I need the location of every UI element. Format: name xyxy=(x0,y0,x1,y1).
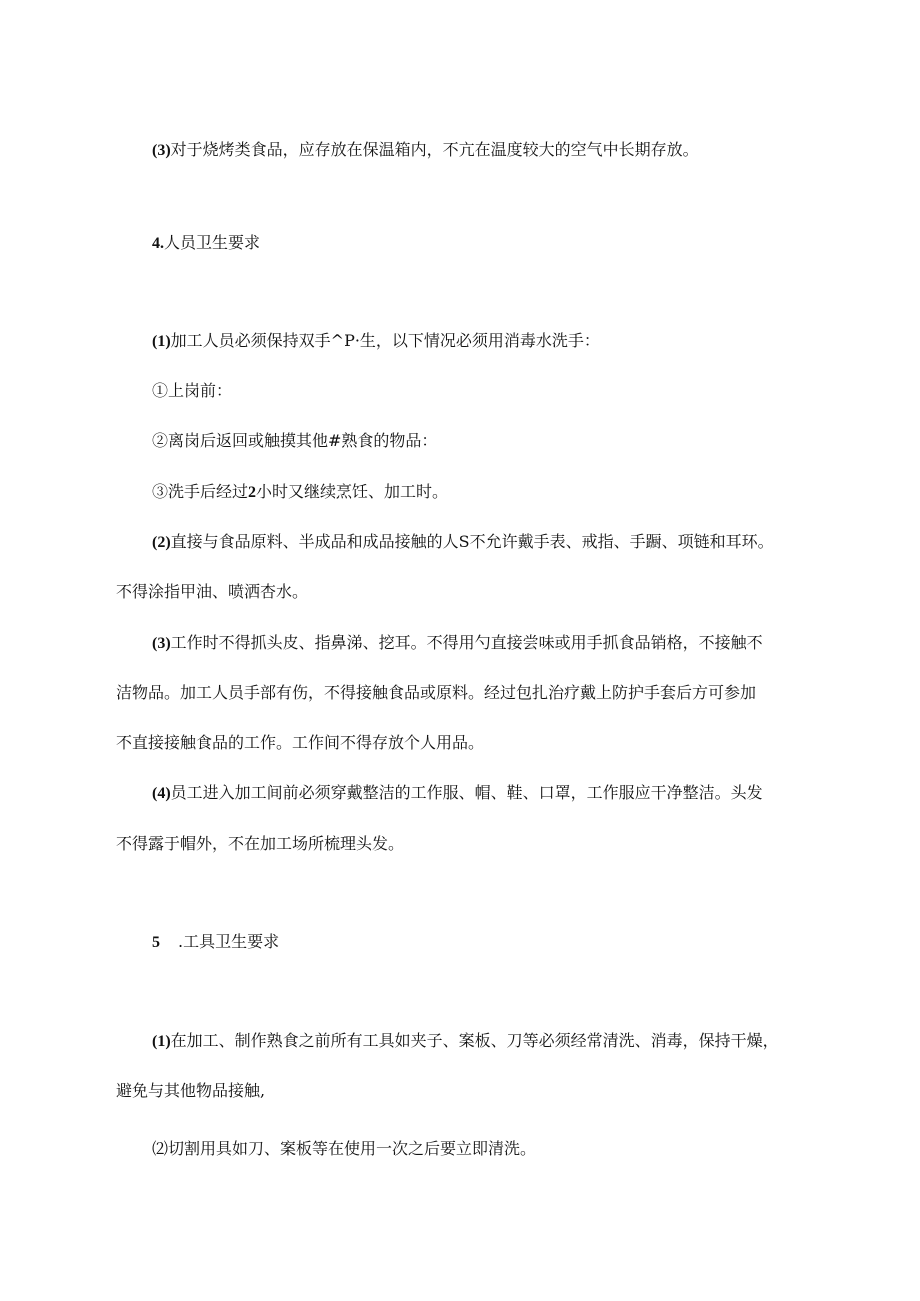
hour-count: 2 xyxy=(248,484,257,501)
tool-paragraph-1-line-1 xyxy=(152,1031,779,1051)
list-item-2 xyxy=(152,431,437,451)
paragraph-3b-line-3 xyxy=(116,733,484,753)
paragraph-text: 不得涂指甲油、喷洒杏水。 xyxy=(116,582,309,601)
item-number: (3) xyxy=(152,635,171,652)
paragraph-3-line-1 xyxy=(152,140,699,160)
paragraph-text: 对于烧烤类食品，应存放在保温箱内，不亢在温度较大的空气中长期存放。 xyxy=(170,140,699,159)
paragraph-4-line-1 xyxy=(152,783,763,803)
paragraph-text: 避免与其他物品接触, xyxy=(116,1081,266,1100)
paragraph-text: 不得露于帽外，不在加工场所梳理头发。 xyxy=(116,834,405,853)
paragraph-text: 洁物品。加工人员手部有伤，不得接触食品或原料。经过包扎治疗戴上防护手套后方可参加 xyxy=(116,683,757,702)
section-number: 4. xyxy=(152,235,164,252)
paragraph-text: 员工进入加工间前必须穿戴整洁的工作服、帽、鞋、口罩，工作服应干净整洁。头发 xyxy=(170,783,763,802)
list-item-text-rest: 小时又继续烹饪、加工时。 xyxy=(256,482,449,501)
paragraph-3b-line-2 xyxy=(116,683,756,703)
section-title: .工具卫生要求 xyxy=(178,932,280,951)
paragraph-4-line-2 xyxy=(116,834,404,854)
paragraph-text: 在加工、制作熟食之前所有工具如夹子、案板、刀等必须经常清洗、消毒，保持干燥， xyxy=(170,1031,779,1050)
paragraph-text: 工作时不得抓头皮、指鼻涕、挖耳。不得用勺直接尝味或用手抓食品销格，不接触不 xyxy=(170,633,763,652)
paragraph-text: 不直接接触食品的工作。工作间不得存放个人用品。 xyxy=(116,733,485,752)
paragraph-text: 直接与食品原料、半成品和成品接触的人S不允许戴手表、戒指、手蹰、项链和耳环。 xyxy=(170,532,774,551)
section-title: 人员卫生要求 xyxy=(164,233,261,252)
section-number: 5 xyxy=(152,934,160,951)
list-item-1 xyxy=(152,381,232,401)
item-number: (2) xyxy=(152,534,171,551)
list-item-text: ②离岗后返回或触摸其他#熟食的物品： xyxy=(152,431,438,450)
section-heading-5 xyxy=(152,932,279,952)
item-number: (4) xyxy=(152,785,171,802)
paragraph-text: 加工人员必须保持双手^P·生，以下情况必须用消毒水洗手： xyxy=(170,331,600,350)
item-number: (1) xyxy=(152,1033,171,1050)
section-heading-4 xyxy=(152,233,260,253)
paragraph-1-line-1 xyxy=(152,331,600,351)
paragraph-text: ⑵切割用具如刀、案板等在使用一次之后要立即清洗。 xyxy=(152,1139,537,1158)
paragraph-2-line-1 xyxy=(152,532,774,552)
item-number: (3) xyxy=(152,142,171,159)
list-item-text: ①上岗前： xyxy=(152,381,233,400)
paragraph-2-line-2 xyxy=(116,582,308,602)
list-item-3 xyxy=(152,482,448,502)
tool-paragraph-1-line-2 xyxy=(116,1081,265,1101)
item-number: (1) xyxy=(152,333,171,350)
list-item-text: ③洗手后经过 xyxy=(152,482,249,501)
paragraph-3b-line-1 xyxy=(152,633,763,653)
tool-paragraph-2-line-1 xyxy=(152,1139,536,1159)
